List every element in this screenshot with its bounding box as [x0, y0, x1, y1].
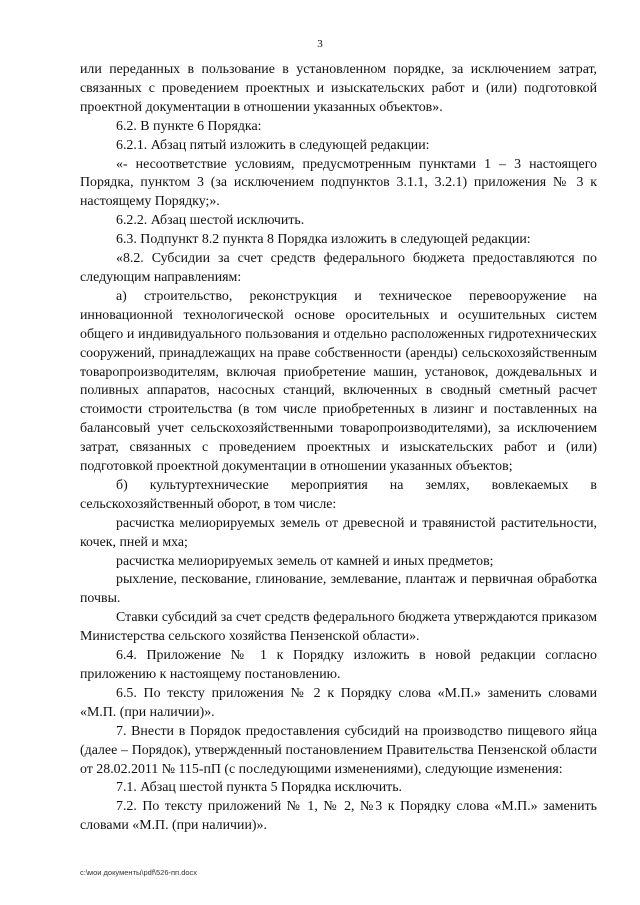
paragraph-9: расчистка мелиорируемых земель от древесной и травянистой растительности, кочек, пней и мха;	[80, 515, 597, 550]
paragraph-3: «- несоответствие условиям, предусмотренным пунктами 1 – 3 настоящего Порядка, пунктом 3 (за исключением подпунктов 3.1.1, 3.2.1) приложения № 3 к настоящему Порядку;».	[80, 156, 597, 210]
paragraph-14: 6.5. По тексту приложения № 2 к Порядку слова «М.П.» заменить словами «М.П. (при наличии)».	[80, 685, 597, 720]
paragraph-2: 6.2.1. Абзац пятый изложить в следующей редакции:	[116, 137, 430, 153]
paragraph-0: или переданных в пользование в установленном порядке, за исключением затрат, связанных с проведением проектных и изыскательских работ и (или) подготовкой проектной документации в отношении указанных объектов».	[80, 62, 597, 115]
paragraph-5: 6.3. Подпункт 8.2 пункта 8 Порядка изложить в следующей редакции:	[116, 232, 531, 248]
paragraph-11: рыхление, пескование, глинование, землевание, плантаж и первичная обработка почвы.	[80, 572, 597, 607]
paragraph-15: 7. Внести в Порядок предоставления субсидий на производство пищевого яйца (далее – Порядок), утвержденный постановлением Правительства Пензенской области от 28.02.2011 № 115-пП (с последующими изменениями), следующие изменения:	[80, 723, 597, 777]
paragraph-4: 6.2.2. Абзац шестой исключить.	[116, 213, 305, 229]
footer-file-path: c:\мои документы\pdf\526-пп.docx	[80, 868, 198, 877]
paragraph-12: Ставки субсидий за счет средств федерального бюджета утверждаются приказом Министерства сельского хозяйства Пензенской области».	[80, 610, 597, 645]
paragraph-13: 6.4. Приложение № 1 к Порядку изложить в новой редакции согласно приложению к настоящему постановлению.	[80, 648, 597, 682]
paragraph-10: расчистка мелиорируемых земель от камней и иных предметов;	[116, 553, 494, 569]
document-body	[80, 61, 597, 836]
paragraph-6: «8.2. Субсидии за счет средств федерального бюджета предоставляются по следующим направлениям:	[80, 251, 597, 285]
paragraph-17: 7.2. По тексту приложений № 1, № 2, №3 к Порядку слова «М.П.» заменить словами «М.П. (при наличии)».	[80, 799, 597, 834]
paragraph-16: 7.1. Абзац шестой пункта 5 Порядка исключить.	[116, 780, 403, 796]
paragraph-8: б) культуртехнические мероприятия на землях, вовлекаемых в сельскохозяйственный оборот, в том числе:	[80, 477, 597, 512]
paragraph-7: а) строительство, реконструкция и техническое перевооружение на инновационной технологической основе оросительных и осушительных систем общего и индивидуального пользования и отдельно расположенных гидротехнических сооружений, принадлежащих на праве собственности (аренды) сельскохозяйственным товаропроизводителям, включая приобретение машин, установок, дождевальных и поливных аппаратов, насосных станций, включенных в сводный сметный расчет стоимости строительства (в том числе приобретенных в лизинг и поставленных на балансовый учет сельскохозяйственными товаропроизводителями), за исключением затрат, связанных с проведением проектных и изыскательских работ и (или) подготовкой проектной документации в отношении указанных объектов;	[80, 288, 597, 475]
paragraph-1: 6.2. В пункте 6 Порядка:	[116, 118, 262, 134]
page-number: 3	[317, 38, 323, 50]
